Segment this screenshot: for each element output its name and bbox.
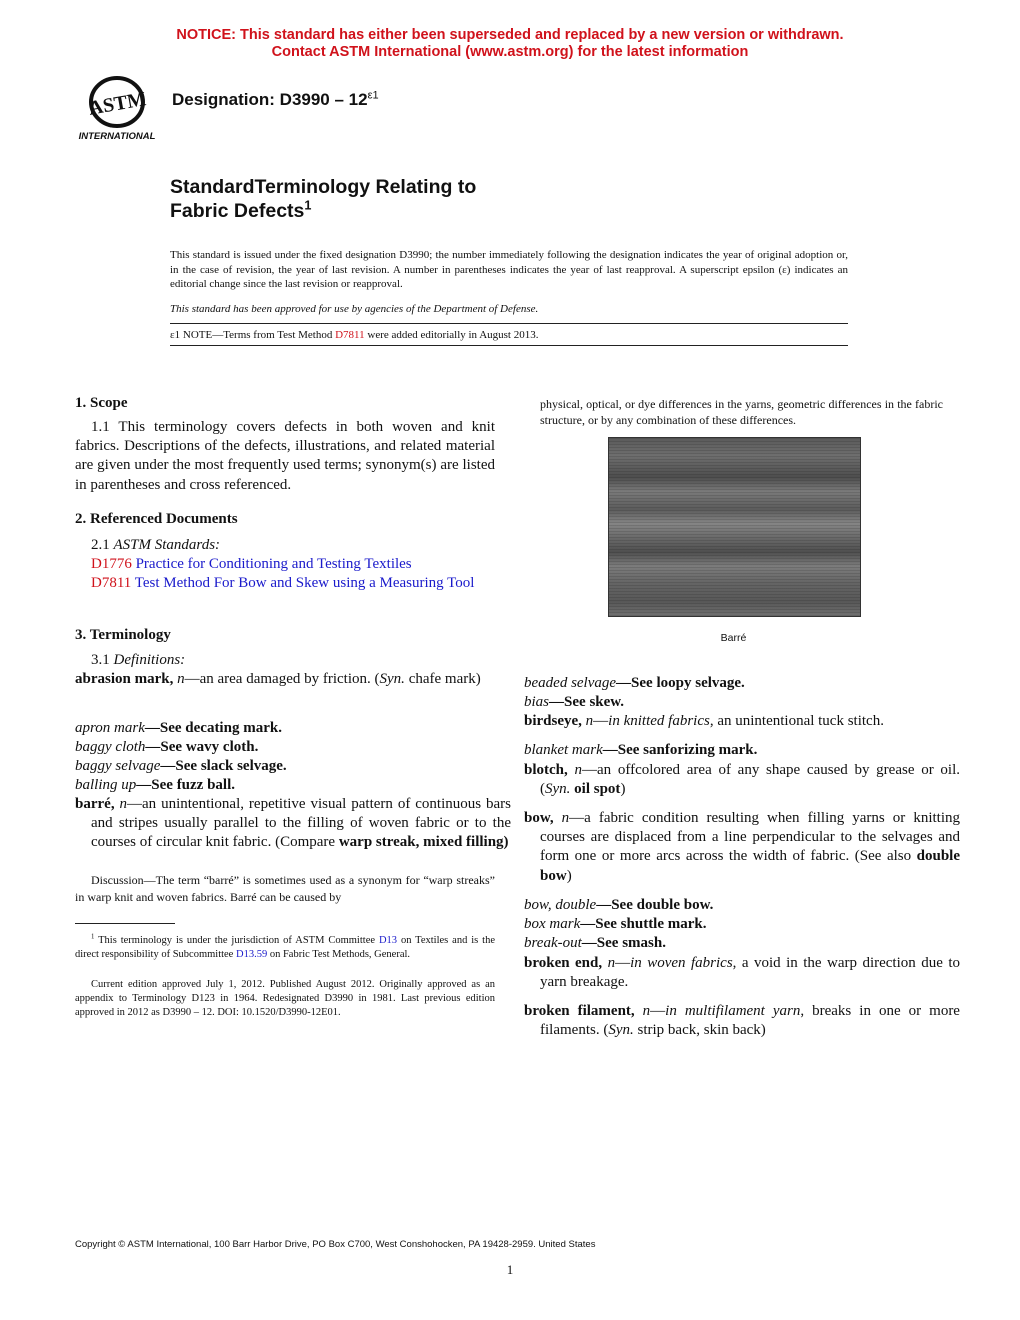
term-name: broken end, xyxy=(524,955,603,971)
term-baggy-selvage xyxy=(75,757,495,776)
term-pos: n xyxy=(173,671,185,687)
term-beaded-selvage xyxy=(524,674,944,693)
footnote-2: Current edition approved July 1, 2012. Published August 2012. Originally approved as an appendix to Terminology D123 in 1964. Redesignated D3990 in 1981. Last previous edition approved in 2012 as D3990 – 12. DOI: 10.1520/D3990-12E01. xyxy=(75,979,495,1018)
term-xref: loopy selvage. xyxy=(656,675,745,691)
term-xref: sanforizing mark. xyxy=(643,742,758,758)
note-text-post: were added editorially in August 2013. xyxy=(364,329,539,341)
term-blanket-mark xyxy=(524,741,944,760)
section-scope-heading: 1. Scope xyxy=(75,395,128,411)
term-close: ) xyxy=(620,781,626,798)
term-name: blotch, xyxy=(524,762,568,778)
term-pos: n xyxy=(114,796,128,812)
astm-standards-num: 2.1 xyxy=(91,537,114,553)
copyright-footer: Copyright © ASTM International, 100 Barr Harbor Drive, PO Box C700, West Conshohocken, PA 19428-2959. United States xyxy=(75,1239,596,1250)
term-name: break-out xyxy=(524,935,582,951)
title-line-1: StandardTerminology Relating to xyxy=(170,176,477,198)
notice-line-2: Contact ASTM International (www.astm.org) for the latest information xyxy=(271,44,749,60)
note-link-d7811[interactable]: D7811 xyxy=(335,329,365,341)
editorial-note xyxy=(170,328,538,343)
term-name: blanket mark xyxy=(524,742,603,758)
term-xref: shuttle mark. xyxy=(620,916,707,932)
designation-superscript: ε1 xyxy=(367,89,379,102)
ref-d1776-code[interactable]: D1776 xyxy=(91,556,132,572)
term-name: bow, double xyxy=(524,897,597,913)
term-syn-label: Syn. xyxy=(379,671,405,687)
term-xref: skew. xyxy=(589,694,625,710)
term-definition: , a void in the warp direction due to yarn breakage. xyxy=(540,955,961,991)
term-balling-up xyxy=(75,776,495,795)
term-name: baggy selvage xyxy=(75,758,161,774)
section-refdocs-heading: 2. Referenced Documents xyxy=(75,511,238,527)
term-pos: n xyxy=(567,762,582,778)
term-box-mark xyxy=(524,915,944,934)
withdrawn-notice xyxy=(0,27,1020,61)
barre-fabric-image xyxy=(608,437,861,617)
definitions-subheading xyxy=(91,651,185,670)
term-dash: — xyxy=(650,1003,666,1019)
term-see: —See xyxy=(602,742,644,758)
logo-tagline: INTERNATIONAL xyxy=(78,131,156,142)
term-close: ) xyxy=(566,867,572,884)
note-text-pre: NOTE—Terms from Test Method xyxy=(180,329,336,341)
term-name: bias xyxy=(524,694,550,710)
term-bow xyxy=(524,809,960,886)
term-synonym: strip back, skin back) xyxy=(633,1022,766,1039)
term-name: broken filament, xyxy=(524,1003,635,1019)
term-pos: n xyxy=(602,955,616,971)
term-name: apron mark xyxy=(75,720,145,736)
term-blotch xyxy=(524,761,960,799)
figure-caption: Barré xyxy=(720,632,747,644)
logo-letters: ASTM xyxy=(86,88,148,120)
definitions-label: Definitions: xyxy=(113,652,186,668)
notice-line-1: NOTICE: This standard has either been superseded and replaced by a new version or withdrawn. xyxy=(176,27,844,43)
term-name: abrasion mark, xyxy=(75,671,174,687)
term-see: —See xyxy=(144,720,186,736)
definitions-num: 3.1 xyxy=(91,652,114,668)
designation-label: Designation: D3990 – 12 xyxy=(172,90,368,109)
footnote-link-d13-59[interactable]: D13.59 xyxy=(235,949,268,960)
footnote-1 xyxy=(75,934,495,962)
section-terminology-heading: 3. Terminology xyxy=(75,627,171,643)
term-barre xyxy=(75,795,511,853)
term-see: —See xyxy=(145,739,186,755)
barre-discussion: Discussion—The term “barré” is sometimes used as a synonym for “warp streaks” in warp knit and woven fabrics. Barré can be caused by xyxy=(75,873,495,904)
discussion-continued: physical, optical, or dye differences in the yarns, geometric differences in the fabric structure, or by any combination of these differences. xyxy=(540,397,943,427)
term-dash: — xyxy=(593,713,609,729)
term-definition: —an unintentional, repetitive visual pattern of continuous bars and stripes usually parallel to the filling of woven fabric or to the courses of circular knit fabric. (Compare xyxy=(91,796,511,851)
term-name: baggy cloth xyxy=(75,739,146,755)
divider-bottom xyxy=(170,345,848,346)
term-definition: —an area damaged by friction. ( xyxy=(184,671,380,687)
term-xref: fuzz ball. xyxy=(176,777,236,793)
page-number: 1 xyxy=(506,1262,514,1277)
footnote-link-d13[interactable]: D13 xyxy=(378,935,398,946)
term-definition: , breaks in one or more filaments. ( xyxy=(540,1003,960,1039)
page-title xyxy=(170,175,476,223)
term-pos: n xyxy=(553,810,570,826)
term-abrasion-mark xyxy=(75,670,511,689)
footnote-1-mark: 1 xyxy=(91,933,95,941)
term-xref: double bow. xyxy=(636,897,714,913)
term-xref: wavy cloth. xyxy=(185,739,259,755)
footnote-rule xyxy=(75,923,175,924)
term-bow-double xyxy=(524,896,944,915)
term-xref: slack selvage. xyxy=(200,758,287,774)
term-synonym: chafe mark) xyxy=(404,671,481,687)
term-pos: n xyxy=(581,713,594,729)
term-break-out xyxy=(524,934,944,953)
term-see: —See xyxy=(580,916,621,932)
term-bias xyxy=(524,693,944,712)
section-scope-text: 1.1 This terminology covers defects in both woven and knit fabrics. Descriptions of the defects, illustrations, and related material are given under the most frequently used terms; synonym(s) are listed in parentheses and cross referenced. xyxy=(75,419,495,493)
title-footnote-mark: 1 xyxy=(304,198,312,213)
divider-top xyxy=(170,323,848,324)
ref-d7811-title[interactable]: Test Method For Bow and Skew using a Measuring Tool xyxy=(131,575,475,591)
term-dash: — xyxy=(615,955,631,971)
footnote-1-text-b: on Textiles and is the direct responsibility of Subcommittee xyxy=(75,935,495,960)
term-xref: double bow xyxy=(540,848,960,884)
term-baggy-cloth xyxy=(75,738,495,757)
term-definition: —an offcolored area of any shape caused by grease or oil. ( xyxy=(540,762,960,798)
ref-d1776-title[interactable]: Practice for Conditioning and Testing Textiles xyxy=(131,556,412,572)
term-broken-filament xyxy=(524,1002,960,1040)
term-context: in woven fabrics xyxy=(630,955,733,971)
term-apron-mark xyxy=(75,719,495,738)
term-see: —See xyxy=(549,694,590,710)
term-xref: warp streak, mixed filling) xyxy=(338,834,509,851)
term-synonym: oil spot xyxy=(570,781,621,798)
ref-d7811-code[interactable]: D7811 xyxy=(91,575,132,591)
designation xyxy=(172,90,379,110)
ref-d7811[interactable] xyxy=(91,574,511,593)
term-birdseye xyxy=(524,712,960,731)
term-name: birdseye, xyxy=(524,713,582,729)
term-definition: , an unintentional tuck stitch. xyxy=(709,713,884,729)
term-see: —See xyxy=(596,897,637,913)
note-epsilon: ε1 xyxy=(170,329,181,341)
term-xref: decating mark. xyxy=(185,720,282,736)
term-name: balling up xyxy=(75,777,137,793)
term-name: beaded selvage xyxy=(524,675,617,691)
term-see: —See xyxy=(616,675,657,691)
ref-d1776[interactable] xyxy=(91,555,511,574)
footnote-1-text-a: This terminology is under the jurisdiction of ASTM Committee xyxy=(94,935,379,946)
term-syn-label: Syn. xyxy=(608,1022,634,1039)
term-see: —See xyxy=(581,935,623,951)
astm-standards-label: ASTM Standards: xyxy=(113,537,221,553)
astm-logo xyxy=(72,72,164,144)
term-see: —See xyxy=(136,777,177,793)
preamble-text: This standard is issued under the fixed designation D3990; the number immediately following the designation indicates the year of original adoption or, in the case of revision, the year of last revision. A number in parentheses indicates the year of last reapproval. A superscript epsilon (ε) indicates an editorial change since the last revision or reapproval. xyxy=(170,249,848,290)
term-name: box mark xyxy=(524,916,581,932)
term-definition: —a fabric condition resulting when filling yarns or knitting courses are displaced from a line perpendicular to the selvages and form one or more arcs across the width of fabric. (See also xyxy=(540,810,960,865)
astm-standards-subheading xyxy=(91,536,220,555)
term-name: barré, xyxy=(75,796,115,812)
astm-logo-mark xyxy=(72,72,164,144)
term-context: in knitted fabrics xyxy=(608,713,710,729)
footnote-1-text-c: on Fabric Test Methods, General. xyxy=(267,949,411,960)
title-line-2: Fabric Defects xyxy=(170,200,305,222)
term-pos: n xyxy=(634,1003,651,1019)
term-name: bow, xyxy=(524,810,554,826)
term-context: in multifilament yarn xyxy=(665,1003,801,1019)
dod-approval: This standard has been approved for use by agencies of the Department of Defense. xyxy=(170,303,539,315)
term-see: —See xyxy=(160,758,201,774)
term-broken-end xyxy=(524,954,960,992)
term-syn-label: Syn. xyxy=(545,781,571,798)
term-xref: smash. xyxy=(622,935,666,951)
